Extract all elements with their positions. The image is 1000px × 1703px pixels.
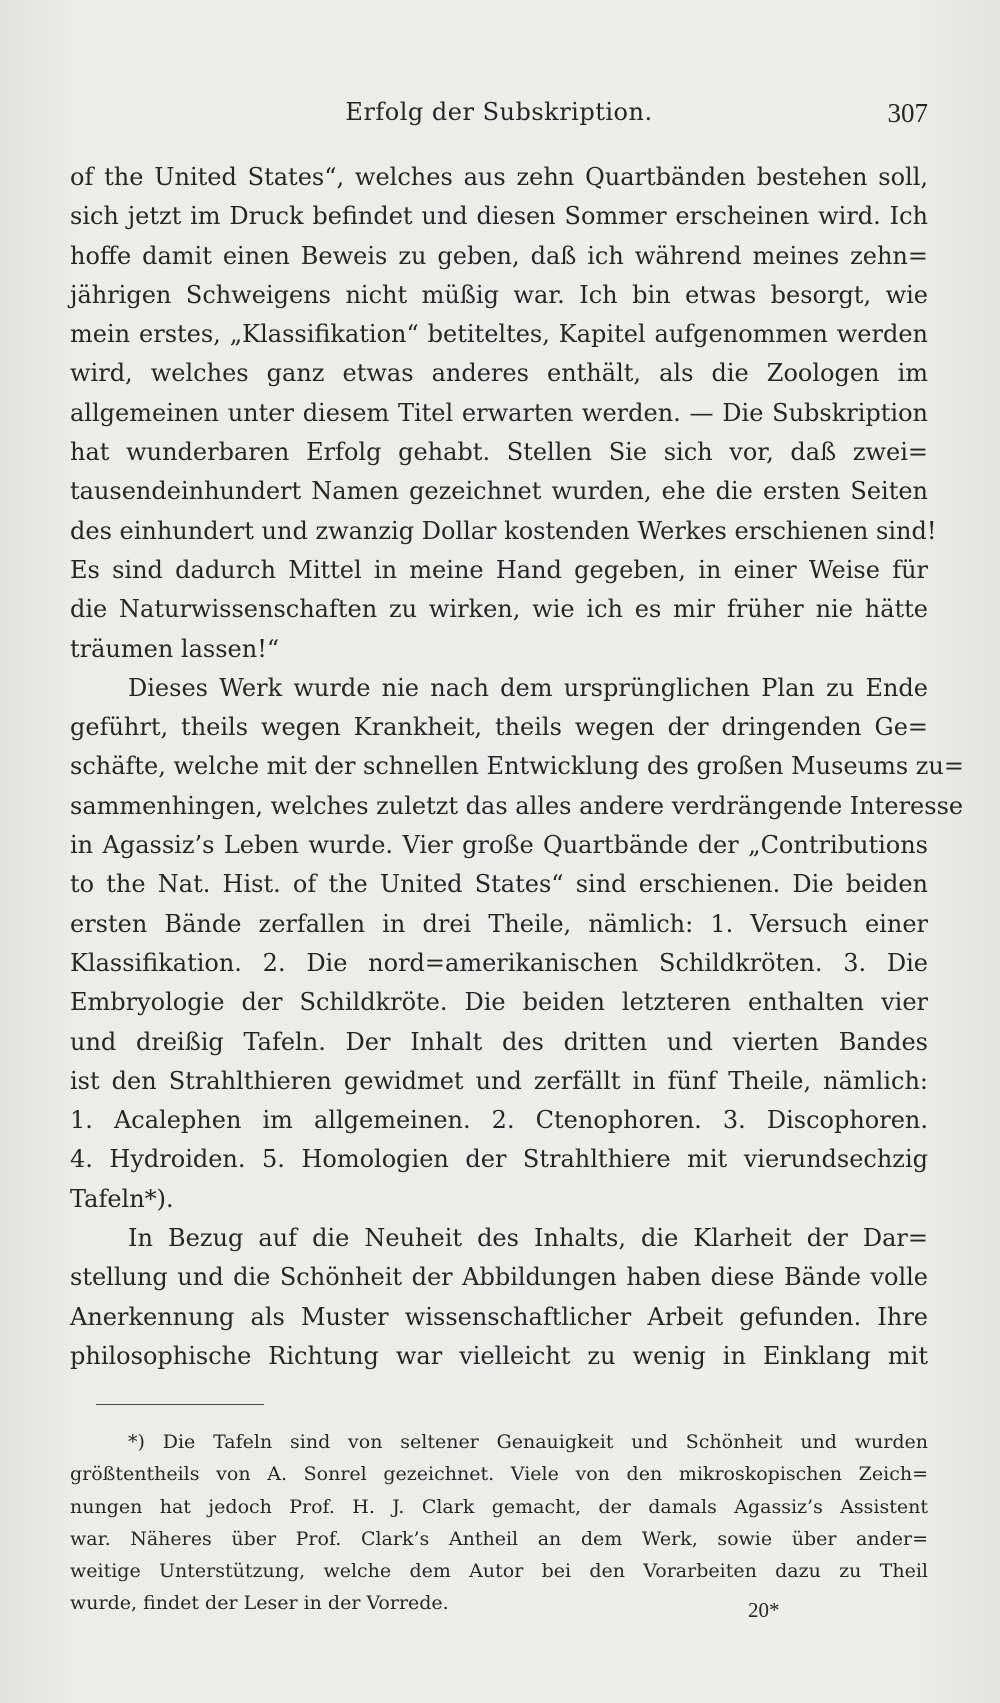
text-line: Anerkennung als Muster wissenschaftlicher Arbeit gefunden. Ihre [70,1302,928,1331]
page-number: 307 [887,98,928,128]
footnote [70,1426,928,1620]
text-line: schäfte, welche mit der schnellen Entwicklung des großen Museums zu= [70,752,964,781]
footnote-line: nungen hat jedoch Prof. H. J. Clark gemacht, der damals Agassiz’s Assistent [70,1495,928,1518]
text-line: hat wunderbaren Erfolg gehabt. Stellen Sie sich vor, daß zwei= [70,438,928,467]
running-header [70,98,928,138]
text-line: sich jetzt im Druck befindet und diesen Sommer erscheinen wird. Ich [70,202,928,231]
text-line: in Agassiz’s Leben wurde. Vier große Quartbände der „Contributions [70,831,928,860]
text-line: of the United States“, welches aus zehn Quartbänden bestehen soll, [70,163,928,191]
footnote-line: war. Näheres über Prof. Clark’s Antheil an dem Werk, sowie über ander= [70,1527,928,1550]
paragraph-start-line: Dieses Werk wurde nie nach dem ursprünglichen Plan zu Ende [128,673,928,702]
text-line: sammenhingen, welches zuletzt das alles andere verdrängende Interesse [70,791,964,820]
footnote-line: größtentheils von A. Sonrel gezeichnet. Viele von den mikroskopischen Zeich= [70,1463,928,1486]
paragraph-start-line: In Bezug auf die Neuheit des Inhalts, die Klarheit der Dar= [128,1224,928,1253]
text-line: wird, welches ganz etwas anderes enthält, als die Zoologen im [70,359,928,388]
text-line: die Naturwissenschaften zu wirken, wie ich es mir früher nie hätte [70,595,928,624]
text-line: allgemeinen unter diesem Titel erwarten werden. — Die Subskription [70,398,928,427]
text-line: stellung und die Schönheit der Abbildungen haben diese Bände volle [70,1263,928,1292]
text-line: und dreißig Tafeln. Der Inhalt des dritten und vierten Bandes [70,1027,928,1056]
text-line: jährigen Schweigens nicht müßig war. Ich bin etwas besorgt, wie [70,280,928,309]
text-line: Klassifikation. 2. Die nord=amerikanischen Schildkröten. 3. Die [70,948,928,977]
footnote-line: *) Die Tafeln sind von seltener Genauigkeit und Schönheit und wurden [128,1431,928,1453]
printer-signature-mark: 20* [748,1598,780,1622]
text-line: 4. Hydroiden. 5. Homologien der Strahlthiere mit vierundsechzig [70,1145,928,1174]
text-line: träumen lassen!“ [70,634,280,663]
text-line: geführt, theils wegen Krankheit, theils wegen der dringenden Ge= [70,713,928,742]
text-line: hoffe damit einen Beweis zu geben, daß ich während meines zehn= [70,241,928,270]
text-line: ersten Bände zerfallen in drei Theile, nämlich: 1. Versuch einer [70,909,928,938]
text-line: des einhundert und zwanzig Dollar kostenden Werkes erschienen sind! [70,516,937,545]
footnote-divider [96,1404,264,1405]
footnote-line: wurde, findet der Leser in der Vorrede. [70,1592,449,1615]
text-line: Tafeln*). [70,1184,174,1213]
text-line: philosophische Richtung war vielleicht zu wenig in Einklang mit [70,1341,928,1370]
text-line: Es sind dadurch Mittel in meine Hand gegeben, in einer Weise für [70,555,928,584]
text-line: 1. Acalephen im allgemeinen. 2. Ctenophoren. 3. Discophoren. [70,1106,928,1135]
body-text [70,158,964,1376]
text-line: tausendeinhundert Namen gezeichnet wurden, ehe die ersten Seiten [70,477,928,506]
text-line: Embryologie der Schildkröte. Die beiden letzteren enthalten vier [70,988,928,1017]
text-line: mein erstes, „Klassifikation“ betiteltes, Kapitel aufgenommen werden [70,320,928,349]
text-line: to the Nat. Hist. of the United States“ sind erschienen. Die beiden [70,870,928,899]
text-line: ist den Strahlthieren gewidmet und zerfällt in fünf Theile, nämlich: [70,1066,928,1095]
running-title: Erfolg der Subskription. [345,98,653,126]
footnote-line: weitige Unterstützung, welche dem Autor bei den Vorarbeiten dazu zu Theil [70,1560,928,1583]
